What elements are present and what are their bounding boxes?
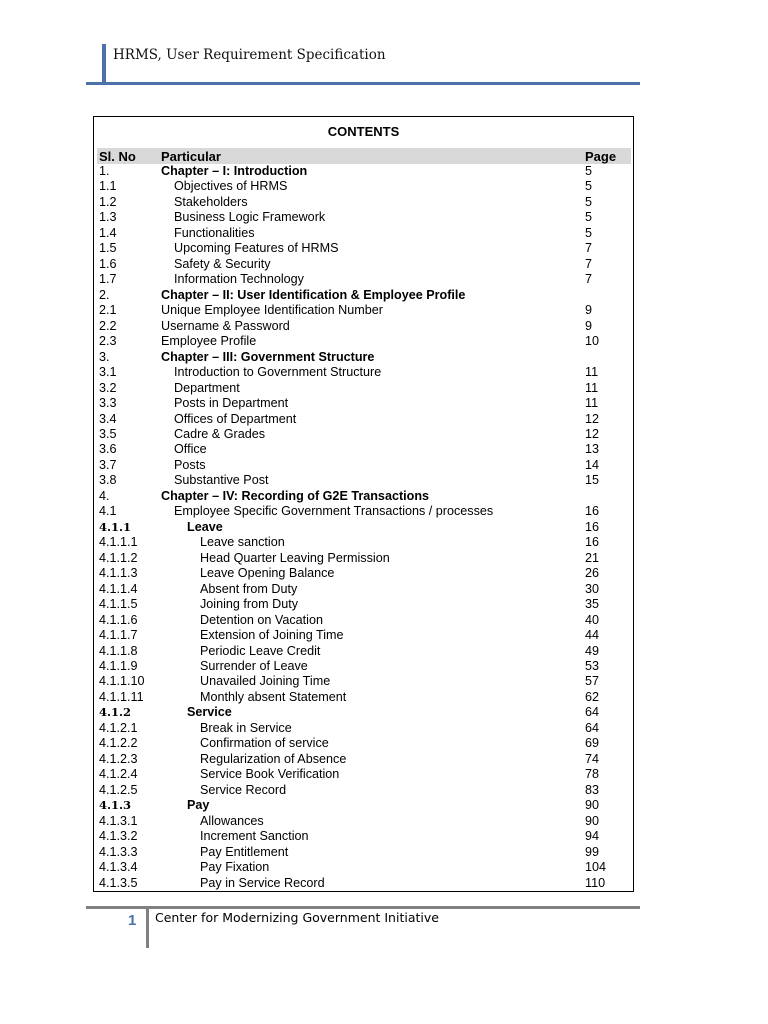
toc-row-page: 35 [585, 597, 600, 612]
toc-row-page: 64 [585, 720, 600, 735]
toc-row [94, 644, 633, 659]
toc-row-title: Upcoming Features of HRMS [174, 241, 339, 256]
toc-row-number: 4.1.1.7 [99, 628, 138, 643]
toc-row-page: 69 [585, 736, 600, 751]
toc-row-title: Posts in Department [174, 396, 289, 411]
toc-row-number: 1.3 [99, 210, 117, 225]
toc-row [94, 489, 633, 504]
toc-row-number: 3.3 [99, 396, 117, 411]
toc-row [94, 845, 633, 860]
toc-row-title: Unique Employee Identification Number [161, 303, 383, 318]
toc-row-title: Unavailed Joining Time [200, 674, 331, 689]
toc-row-title: Chapter – II: User Identification & Employee Profile [161, 287, 466, 302]
toc-row-page: 5 [585, 179, 593, 194]
toc-row [94, 566, 633, 581]
toc-row-number: 3.2 [99, 380, 117, 395]
toc-row [94, 272, 633, 287]
toc-row-title: Employee Specific Government Transactions / processes [174, 504, 494, 519]
toc-row [94, 504, 633, 519]
toc-row-title: Pay Entitlement [200, 844, 289, 859]
toc-row [94, 442, 633, 457]
toc-row-title: Employee Profile [161, 334, 257, 349]
toc-row-page: 5 [585, 225, 593, 240]
toc-row [94, 303, 633, 318]
document-header-title: HRMS, User Requirement Specification [113, 47, 386, 63]
toc-row [94, 458, 633, 473]
toc-row-page: 83 [585, 782, 600, 797]
toc-row-page: 5 [585, 194, 593, 209]
toc-row-number: 4.1.1.4 [99, 581, 138, 596]
toc-row-number: 4.1.1.3 [99, 566, 138, 581]
toc-row [94, 829, 633, 844]
toc-row-page: 14 [585, 457, 600, 472]
toc-row-title: Extension of Joining Time [200, 628, 344, 643]
toc-row-title: Chapter – I: Introduction [161, 164, 308, 178]
toc-row [94, 427, 633, 442]
toc-row-title: Department [174, 380, 240, 395]
toc-row-number: 4.1.3.4 [99, 860, 138, 875]
toc-row-title: Functionalities [174, 225, 255, 240]
toc-row-page: 16 [585, 535, 600, 550]
toc-row [94, 814, 633, 829]
toc-row [94, 164, 633, 179]
footer-rule [86, 906, 640, 909]
toc-row-number: 4.1 [99, 504, 117, 519]
toc-row-number: 4.1.1 [99, 519, 132, 534]
toc-row-number: 1.5 [99, 241, 117, 256]
toc-row-page: 7 [585, 272, 593, 287]
footer-page-number: 1 [128, 912, 137, 929]
toc-row-number: 1.4 [99, 225, 117, 240]
toc-row-page: 49 [585, 643, 600, 658]
toc-row [94, 412, 633, 427]
toc-row-page: 12 [585, 411, 600, 426]
toc-row-number: 4.1.3.2 [99, 829, 138, 844]
toc-row-page: 16 [585, 504, 600, 519]
toc-row [94, 334, 633, 349]
toc-row-page: 10 [585, 334, 600, 349]
toc-row-number: 4.1.1.11 [99, 689, 144, 704]
toc-row-number: 4.1.1.1 [99, 535, 138, 550]
toc-row-number: 4.1.1.10 [99, 674, 145, 689]
toc-row-number: 2.1 [99, 303, 117, 318]
toc-row-number: 3.6 [99, 442, 117, 457]
contents-table [93, 116, 634, 892]
toc-row-title: Chapter – IV: Recording of G2E Transactions [161, 488, 430, 503]
toc-row [94, 705, 633, 720]
toc-row [94, 365, 633, 380]
toc-row-title: Break in Service [200, 720, 292, 735]
toc-row-number: 4.1.1.9 [99, 659, 138, 673]
toc-row-page: 5 [585, 210, 593, 225]
toc-row-number: 4.1.2 [99, 705, 132, 720]
toc-row-number: 1.7 [99, 272, 117, 287]
toc-row-number: 3. [99, 349, 110, 364]
toc-row-page: 64 [585, 705, 600, 720]
toc-row-number: 4.1.2.2 [99, 736, 138, 751]
toc-row [94, 520, 633, 535]
toc-row-title: Information Technology [174, 272, 304, 287]
toc-row-title: Substantive Post [174, 473, 269, 488]
footer-organization: Center for Modernizing Government Initiative [155, 910, 439, 925]
toc-row-page: 30 [585, 581, 600, 596]
toc-row-title: Username & Password [161, 318, 290, 333]
toc-row-title: Office [174, 442, 207, 457]
toc-row [94, 876, 633, 891]
toc-row [94, 721, 633, 736]
toc-row-title: Service Book Verification [200, 767, 340, 782]
toc-row-page: 12 [585, 426, 600, 441]
toc-row-title: Stakeholders [174, 194, 248, 209]
toc-row-title: Pay Fixation [200, 860, 270, 875]
toc-row [94, 288, 633, 303]
toc-row [94, 226, 633, 241]
toc-row [94, 210, 633, 225]
toc-row [94, 752, 633, 767]
toc-row-number: 3.8 [99, 473, 117, 488]
toc-row-page: 16 [585, 519, 600, 534]
contents-header-row [97, 148, 631, 164]
toc-row-number: 4. [99, 488, 110, 503]
toc-row-title: Objectives of HRMS [174, 179, 288, 194]
toc-row-title: Monthly absent Statement [200, 689, 347, 704]
toc-row [94, 767, 633, 782]
toc-row-number: 4.1.3.5 [99, 875, 138, 890]
toc-row-page: 21 [585, 550, 600, 565]
toc-row-title: Leave [187, 519, 223, 534]
toc-row-page: 110 [585, 875, 606, 890]
toc-row-page: 94 [585, 829, 600, 844]
column-header-page: Page [585, 149, 617, 164]
toc-row-number: 4.1.2.5 [99, 782, 138, 797]
toc-row [94, 241, 633, 256]
toc-row-title: Service [187, 705, 232, 720]
toc-row-number: 2. [99, 287, 110, 302]
toc-row-page: 90 [585, 813, 600, 828]
toc-row-page: 104 [585, 860, 607, 875]
toc-row-number: 3.1 [99, 365, 117, 380]
toc-row-number: 3.5 [99, 426, 117, 441]
toc-row-number: 4.1.1.8 [99, 643, 138, 658]
toc-row-page: 90 [585, 798, 600, 813]
toc-row-title: Surrender of Leave [200, 659, 308, 673]
toc-row [94, 628, 633, 643]
toc-row-number: 4.1.2.4 [99, 767, 138, 782]
toc-row-page: 5 [585, 164, 593, 178]
toc-row-page: 11 [585, 380, 599, 395]
toc-row-title: Pay in Service Record [200, 875, 325, 890]
contents-rows [94, 164, 633, 891]
toc-row [94, 319, 633, 334]
toc-row [94, 674, 633, 689]
toc-row [94, 257, 633, 272]
toc-row-page: 9 [585, 303, 593, 318]
toc-row-number: 1.6 [99, 256, 117, 271]
toc-row [94, 783, 633, 798]
column-header-sl-no: Sl. No [99, 149, 136, 164]
toc-row-number: 4.1.2.1 [99, 720, 138, 735]
toc-row-number: 4.1.1.6 [99, 612, 138, 627]
toc-row [94, 860, 633, 875]
toc-row [94, 582, 633, 597]
toc-row-page: 15 [585, 473, 600, 488]
toc-row [94, 690, 633, 705]
toc-row-page: 44 [585, 628, 600, 643]
toc-row-page: 9 [585, 318, 593, 333]
toc-row-page: 7 [585, 241, 593, 256]
toc-row-title: Posts [174, 457, 206, 472]
toc-row [94, 798, 633, 813]
column-header-particular: Particular [161, 149, 221, 164]
toc-row-title: Leave Opening Balance [200, 566, 335, 581]
toc-row-number: 4.1.2.3 [99, 751, 138, 766]
toc-row-page: 53 [585, 659, 600, 673]
toc-row-page: 26 [585, 566, 600, 581]
toc-row-title: Leave sanction [200, 535, 285, 550]
toc-row-page: 11 [585, 365, 599, 380]
toc-row-title: Detention on Vacation [200, 612, 323, 627]
toc-row-number: 2.3 [99, 334, 117, 349]
toc-row-title: Joining from Duty [200, 597, 298, 612]
toc-row-number: 4.1.1.5 [99, 597, 138, 612]
toc-row-title: Allowances [200, 813, 264, 828]
toc-row-number: 3.7 [99, 457, 117, 472]
toc-row-title: Service Record [200, 782, 287, 797]
toc-row-title: Safety & Security [174, 256, 271, 271]
toc-row-title: Periodic Leave Credit [200, 643, 321, 658]
toc-row-number: 1. [99, 164, 110, 178]
toc-row [94, 473, 633, 488]
toc-row-page: 62 [585, 689, 600, 704]
toc-row-page: 13 [585, 442, 600, 457]
toc-row-number: 4.1.3 [99, 798, 132, 813]
toc-row-title: Absent from Duty [200, 581, 298, 596]
toc-row [94, 551, 633, 566]
toc-row [94, 195, 633, 210]
toc-row-title: Cadre & Grades [174, 426, 265, 441]
header-rule [86, 82, 640, 85]
toc-row [94, 736, 633, 751]
toc-row [94, 381, 633, 396]
header-accent-bar [102, 44, 106, 84]
contents-title: CONTENTS [327, 124, 400, 139]
toc-row-title: Offices of Department [174, 411, 297, 426]
toc-row-page: 99 [585, 844, 600, 859]
toc-row-page: 11 [585, 396, 599, 411]
toc-row [94, 597, 633, 612]
toc-row-title: Chapter – III: Government Structure [161, 349, 375, 364]
toc-row [94, 179, 633, 194]
toc-row-number: 2.2 [99, 318, 117, 333]
toc-row-page: 74 [585, 751, 600, 766]
toc-row-number: 4.1.1.2 [99, 550, 138, 565]
toc-row-title: Pay [187, 798, 210, 813]
toc-row [94, 396, 633, 411]
toc-row-page: 57 [585, 674, 600, 689]
toc-row-number: 1.2 [99, 194, 117, 209]
toc-row-title: Regularization of Absence [200, 751, 347, 766]
toc-row-number: 1.1 [99, 179, 117, 194]
toc-row-number: 4.1.3.1 [99, 813, 138, 828]
toc-row [94, 613, 633, 628]
toc-row-title: Confirmation of service [200, 736, 329, 751]
footer-divider [146, 906, 149, 948]
toc-row-title: Increment Sanction [200, 829, 309, 844]
toc-row-title: Business Logic Framework [174, 210, 326, 225]
toc-row [94, 535, 633, 550]
toc-row-page: 7 [585, 256, 593, 271]
toc-row-page: 40 [585, 612, 600, 627]
toc-row-number: 4.1.3.3 [99, 844, 138, 859]
toc-row-page: 78 [585, 767, 600, 782]
toc-row-title: Head Quarter Leaving Permission [200, 550, 390, 565]
toc-row-number: 3.4 [99, 411, 117, 426]
toc-row-title: Introduction to Government Structure [174, 365, 382, 380]
toc-row [94, 350, 633, 365]
toc-row [94, 659, 633, 674]
